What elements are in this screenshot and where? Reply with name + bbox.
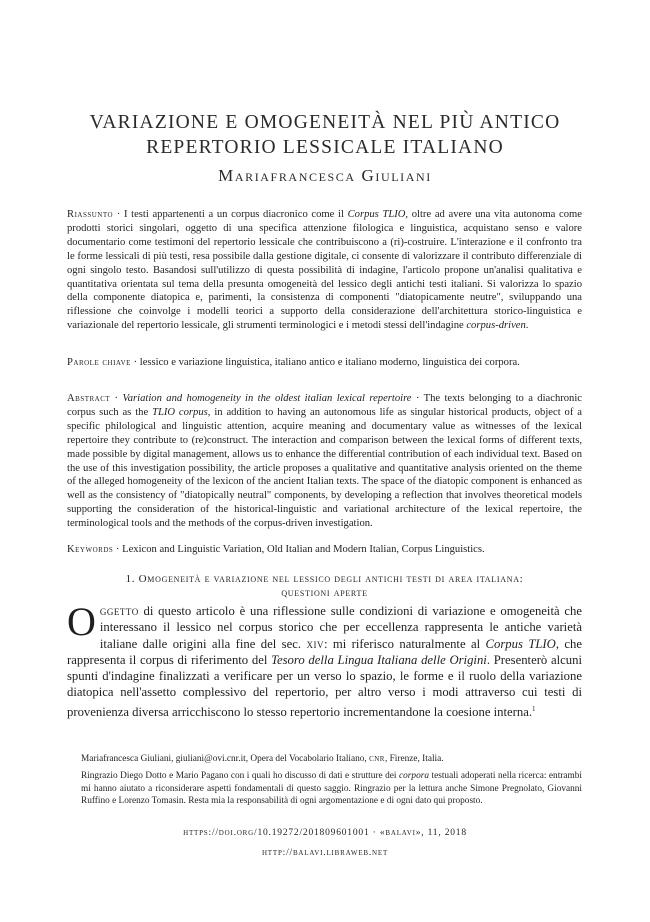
keywords-italian-text: lessico e variazione linguistica, italiano antico e italiano moderno, linguistica dei corpora. bbox=[139, 357, 520, 368]
author-affiliation-note bbox=[81, 753, 582, 766]
corpus-name: Corpus TLIO bbox=[485, 636, 556, 651]
body-text-end: . Presenterò alcuni spunti d'indagine finalizzati a verificare per un verso lo spazio, le forme e il ruolo della variazione diatopica nell'assetto complessivo del repertorio, per altro verso i modi attraverso cui testi di provenienza diversa arricchiscono lo stesso repertorio incrementandone la coesione interna. bbox=[67, 652, 582, 720]
author-name: Mariafrancesca Giuliani bbox=[218, 166, 432, 185]
keywords-italian bbox=[67, 356, 582, 370]
article-title-line-1: VARIAZIONE E OMOGENEITÀ NEL PIÙ ANTICO bbox=[89, 112, 561, 133]
century-numeral: xiv bbox=[306, 636, 324, 651]
abstract-english bbox=[67, 392, 582, 531]
keywords-english-text: Lexicon and Linguistic Variation, Old Italian and Modern Italian, Corpus Linguistics. bbox=[122, 544, 485, 555]
keywords-italian-label: Parole chiave bbox=[67, 357, 131, 368]
abstract-english-title: Variation and homogeneity in the oldest italian lexical repertoire bbox=[122, 393, 412, 404]
abstract-italian-text: I testi appartenenti a un corpus diacronico come il bbox=[123, 209, 348, 220]
article-title bbox=[40, 110, 610, 160]
affiliation-institution: cnr bbox=[369, 754, 385, 764]
acknowledgements-italic-term: corpora bbox=[399, 771, 429, 781]
section-heading-line-2: questioni aperte bbox=[281, 587, 368, 599]
affiliation-text: Mariafrancesca Giuliani, giuliani@ovi.cnr.it, Opera del Vocabolario Italiano, bbox=[81, 754, 370, 764]
separator: · bbox=[113, 209, 124, 220]
doi-line[interactable]: https://doi.org/10.19272/201809601001 · «balavi», 11, 2018 bbox=[183, 828, 467, 838]
acknowledgements-text: Ringrazio Diego Dotto e Mario Pagano con i quali ho discusso di dati e strutture dei bbox=[81, 771, 400, 781]
acknowledgements-note bbox=[81, 770, 582, 808]
abstract-italian-text-continued: , oltre ad avere una vita autonoma come prodotti storici singolari, oggetto di una specifica attenzione filologica e linguistica, acquistano senso e valore documentario come testimoni del repertorio lessicale che contribuiscono a (ri)-costruire. L'interazione e il confronto tra le forme lessicali di più testi, resa possibile dalla gestione digitale, ci consente di valorizzare il contributo differenziale di ogni singolo testo. Basandosi sull'utilizzo di questa possibilità di indagine, l'articolo propone un'analisi qualitativa e quantitativa orientata sul tema della presunta omogeneità del lessico degli antichi testi italiani. Si valorizza lo spazio della componente diatopica e, parimenti, la consistenza di componenti "diatopicamente neutre", sviluppando una riflessione che coinvolge i modelli teorici a supporto della considerazione dell'architettura storico-linguistica e variazionale del repertorio lessicale, gli strumenti terminologici e i metodi stessi dell'indagine bbox=[67, 209, 582, 332]
abstract-italian bbox=[67, 208, 582, 333]
section-heading-line-1: 1. Omogeneità e variazione nel lessico degli antichi testi di area italiana: bbox=[125, 573, 524, 585]
body-text-continued: : mi riferisco naturalmente al bbox=[323, 636, 486, 651]
keywords-english-label: Keywords bbox=[67, 544, 114, 555]
abstract-italian-text-end: . bbox=[525, 320, 529, 332]
abstract-italian-label: Riassunto bbox=[67, 209, 114, 220]
affiliation-text-end: , Firenze, Italia. bbox=[384, 754, 444, 764]
drop-cap: O bbox=[67, 599, 96, 644]
abstract-english-text-continued: , in addition to having an autonomous life as singular historical products, object of a specific philological and linguistic attention, acquire meaning and documentary value as witnesses of the lexical repertoire they contribute to (re)construct. The interaction and comparison between the lexical forms of different texts, made possible by digital management, allows us to enhance the differential contribution of each individual text. Based on the use of this investigation possibility, the article proposes a qualitative and quantitative analysis oriented on the theme of the alleged homogeneity of the lexicon of the ancient Italian texts. The space of the diatopic component is enhanced as well as the consistency of "diatopically neutral" components, by developing a reflection that involves theoretical models supporting the consideration of the historical-linguistic and variational architecture of the lexical repertoire, the terminological tools and the methods of the corpus-driven investigation. bbox=[67, 406, 582, 530]
lead-word: ggetto bbox=[99, 604, 139, 618]
body-text-continued: , che rappresenta il corpus di riferimento del bbox=[67, 636, 583, 667]
separator: · bbox=[113, 544, 123, 555]
separator: · bbox=[110, 393, 123, 404]
abstract-english-corpus-name: TLIO corpus bbox=[152, 406, 208, 418]
keywords-english bbox=[67, 543, 582, 557]
footnote-reference[interactable]: 1 bbox=[532, 704, 536, 713]
body-text: di questo articolo è una riflessione sulle condizioni di variazione e omogeneità che interessano il lessico nel corpus storico che per eccellenza rappresenta le antiche varietà italiane dalle origini alla fine del sec. bbox=[99, 604, 582, 651]
separator: · bbox=[130, 357, 140, 368]
journal-url[interactable]: http://balavi.libraweb.net bbox=[261, 848, 389, 858]
section-heading bbox=[67, 572, 582, 600]
article-title-line-2: REPERTORIO LESSICALE ITALIANO bbox=[146, 137, 504, 158]
acknowledgements-text-end: testuali adoperati nella ricerca: entrambi mi hanno aiutato a riconsiderare aspetti fondamentali di questo saggio. Ringrazio per la lettura anche Simone Pregnolato, Giovanni Ruffino e Lorenzo Tomasin. Resta mia la responsabilità di ogni argomentazione e di ogni dato qui proposto. bbox=[81, 771, 582, 807]
body-paragraph bbox=[67, 599, 583, 720]
abstract-english-text: · The texts belonging to a diachronic corpus such as the bbox=[67, 393, 583, 418]
abstract-italian-corpus-name: Corpus TLIO bbox=[347, 209, 406, 220]
dictionary-name: Tesoro della Lingua Italiana delle Origini bbox=[271, 652, 487, 667]
abstract-italian-italic-term: corpus-driven bbox=[466, 320, 526, 332]
abstract-english-label: Abstract bbox=[67, 393, 111, 404]
